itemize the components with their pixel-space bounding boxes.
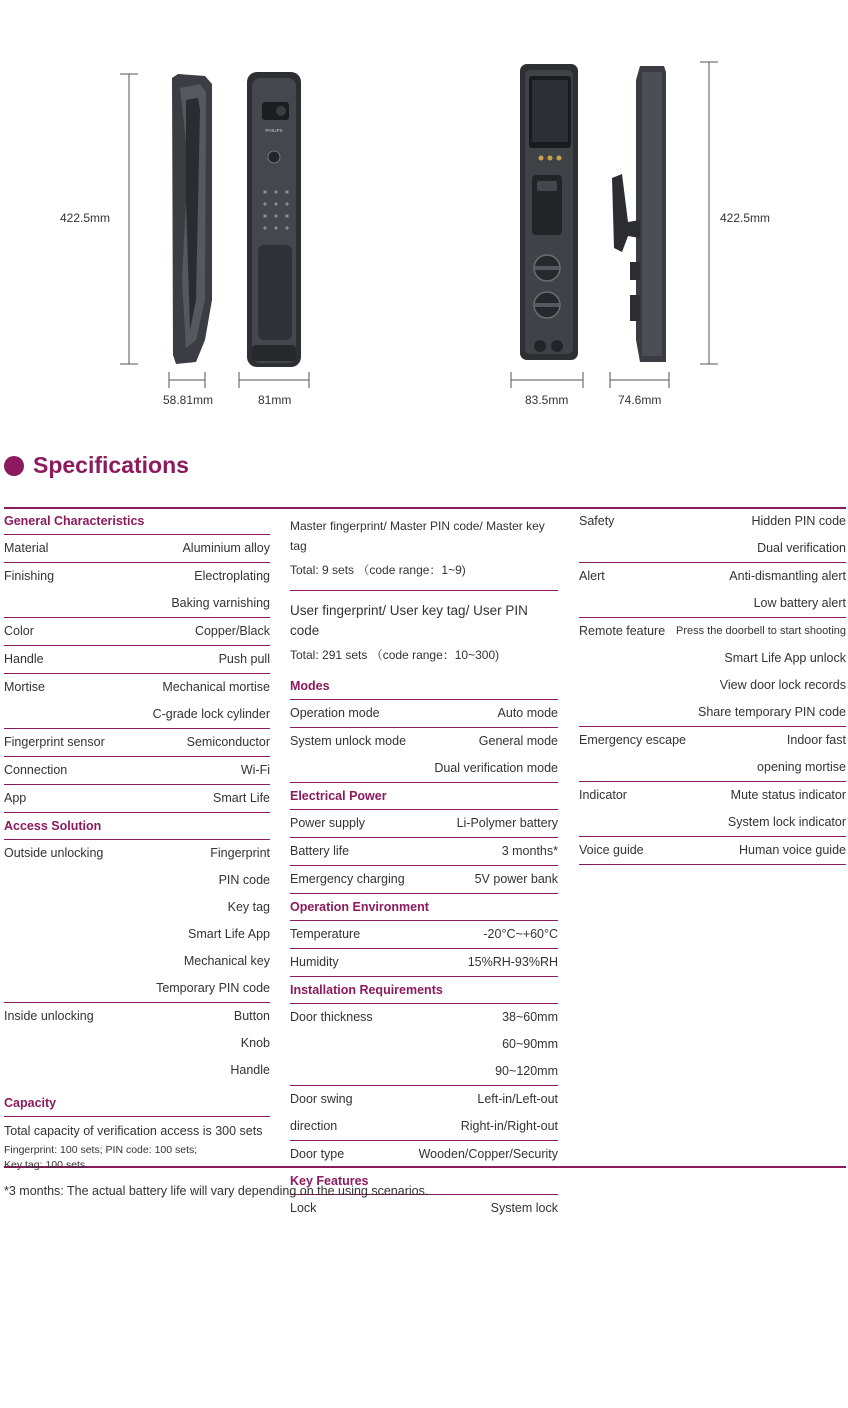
spec-line xyxy=(290,1031,558,1058)
spec-label: Safety xyxy=(579,514,615,528)
left-height-dimension xyxy=(120,74,138,364)
dimension-label-front-width: 81mm xyxy=(258,393,292,407)
spec-value: View door lock records xyxy=(719,678,846,692)
spec-label: App xyxy=(4,791,27,805)
spec-row xyxy=(4,535,270,563)
spec-line xyxy=(290,838,558,865)
spec-value: Li-Polymer battery xyxy=(456,816,558,830)
spec-value: Electroplating xyxy=(194,569,270,583)
spec-value: System lock xyxy=(490,1201,558,1215)
spec-line xyxy=(4,894,270,921)
spec-label: Door swing xyxy=(290,1092,353,1106)
section-title: Modes xyxy=(290,673,558,700)
spec-line xyxy=(579,754,846,781)
spec-line xyxy=(4,535,270,562)
spec-row xyxy=(290,866,558,894)
spec-value: -20°C~+60°C xyxy=(483,927,558,941)
features-rows xyxy=(579,508,846,865)
spec-row xyxy=(579,727,846,782)
spec-row xyxy=(4,1003,270,1084)
section-title: Installation Requirements xyxy=(290,977,558,1004)
spec-value: Button xyxy=(233,1009,270,1023)
spec-label: Material xyxy=(4,541,49,555)
spec-row xyxy=(290,1141,558,1168)
spec-value: Baking varnishing xyxy=(171,596,270,610)
spec-row xyxy=(290,1113,558,1141)
spec-line xyxy=(579,535,846,562)
spec-value: Fingerprint xyxy=(210,846,270,860)
lock-side-view-left xyxy=(172,74,212,364)
spec-label: Handle xyxy=(4,652,44,666)
capacity-detail: Fingerprint: 100 sets; PIN code: 100 sets; xyxy=(4,1144,198,1156)
spec-line xyxy=(290,1004,558,1031)
spec-label: Voice guide xyxy=(579,843,644,857)
user-credentials-line: User fingerprint/ User key tag/ User PIN code xyxy=(290,603,528,638)
spec-row xyxy=(4,757,270,785)
spec-label: Lock xyxy=(290,1201,317,1215)
spec-value: 60~90mm xyxy=(502,1037,558,1051)
spec-label: direction xyxy=(290,1119,338,1133)
spec-value: Dual verification xyxy=(757,541,846,555)
dimension-label-back-width: 83.5mm xyxy=(525,393,569,407)
spec-value: 5V power bank xyxy=(474,872,558,886)
bullet-dot-icon xyxy=(4,456,24,476)
spec-label: Emergency charging xyxy=(290,872,405,886)
spec-line xyxy=(579,809,846,836)
spec-label: Indicator xyxy=(579,788,627,802)
spec-label: Emergency escape xyxy=(579,733,687,747)
spec-value: Smart Life App unlock xyxy=(724,651,846,665)
spec-line xyxy=(4,1003,270,1030)
spec-row xyxy=(4,563,270,618)
spec-line xyxy=(579,672,846,699)
spec-row xyxy=(4,674,270,729)
capacity-total: Total capacity of verification access is 300 sets xyxy=(4,1124,263,1138)
spec-row xyxy=(579,618,846,727)
spec-line xyxy=(579,782,846,809)
master-credentials-total: Total: 9 sets （code range：1~9) xyxy=(290,563,466,577)
spec-line xyxy=(579,618,846,645)
access-solution-rows xyxy=(4,840,270,1084)
capacity-detail: Key tag: 100 sets. xyxy=(4,1159,89,1171)
spec-line xyxy=(290,700,558,727)
master-credentials-line: Master fingerprint/ Master PIN code/ Master key tag xyxy=(290,519,545,553)
spec-line xyxy=(4,921,270,948)
spec-value: opening mortise xyxy=(757,760,846,774)
spec-line xyxy=(290,728,558,755)
section-title: Electrical Power xyxy=(290,783,558,810)
spec-row xyxy=(290,1086,558,1113)
electrical-power-rows xyxy=(290,810,558,894)
dimension-label-left-height: 422.5mm xyxy=(60,211,111,225)
spec-value: Press the doorbell to start shooting xyxy=(676,625,846,637)
spec-value: C-grade lock cylinder xyxy=(152,707,270,721)
spec-row xyxy=(290,810,558,838)
spec-line xyxy=(290,1113,558,1140)
spec-value: 38~60mm xyxy=(502,1010,558,1024)
spec-value: Smart Life xyxy=(213,791,270,805)
spec-line xyxy=(579,508,846,535)
spec-column-1 xyxy=(4,508,270,1173)
spec-line xyxy=(4,948,270,975)
battery-footnote: *3 months: The actual battery life will vary depending on the using scenarios. xyxy=(4,1184,429,1198)
master-credentials xyxy=(290,508,558,591)
spec-row xyxy=(579,508,846,563)
spec-value: Share temporary PIN code xyxy=(698,705,846,719)
spec-label: Operation mode xyxy=(290,706,380,720)
spec-row xyxy=(290,700,558,728)
spec-value: Copper/Black xyxy=(194,624,270,638)
spec-label: Fingerprint sensor xyxy=(4,735,105,749)
section-title: Key Features xyxy=(290,1168,558,1195)
modes-rows xyxy=(290,700,558,783)
spec-value: 90~120mm xyxy=(495,1064,558,1078)
spec-label: Outside unlocking xyxy=(4,846,104,860)
lock-side-view-right xyxy=(612,66,666,362)
spec-line xyxy=(4,674,270,701)
spec-line xyxy=(4,975,270,1002)
spec-row xyxy=(579,782,846,837)
spec-line xyxy=(290,921,558,948)
spec-value: 3 months* xyxy=(501,844,558,858)
spec-label: Inside unlocking xyxy=(4,1009,94,1023)
brand-mark: PHILIPS xyxy=(265,128,283,133)
spec-value: Mechanical mortise xyxy=(162,680,270,694)
spec-label: Remote feature xyxy=(579,624,666,638)
spec-line xyxy=(290,949,558,976)
spec-value: Dual verification mode xyxy=(434,761,558,775)
section-title: Access Solution xyxy=(4,813,270,840)
spec-label: Door type xyxy=(290,1147,345,1161)
spec-value: Anti-dismantling alert xyxy=(729,569,846,583)
spec-line xyxy=(290,1195,558,1222)
spec-value: Knob xyxy=(240,1036,270,1050)
spec-line xyxy=(290,1058,558,1085)
spec-value: Right-in/Right-out xyxy=(460,1119,558,1133)
spec-line xyxy=(4,563,270,590)
spec-row xyxy=(4,729,270,757)
spec-value: Temporary PIN code xyxy=(156,981,270,995)
spec-value: Aluminium alloy xyxy=(182,541,270,555)
lock-back-view xyxy=(520,64,578,360)
spec-label: Battery life xyxy=(290,844,350,858)
spec-column-2 xyxy=(290,508,558,1222)
user-credentials-total: Total: 291 sets （code range：10~300) xyxy=(290,648,500,662)
spec-line xyxy=(579,727,846,754)
installation-rows xyxy=(290,1004,558,1168)
capacity-block xyxy=(4,1117,270,1173)
spec-label: Alert xyxy=(579,569,605,583)
user-credentials xyxy=(290,591,558,673)
spec-line xyxy=(290,1086,558,1113)
spec-value: Low battery alert xyxy=(753,596,846,610)
operation-environment-rows xyxy=(290,921,558,977)
section-title: Capacity xyxy=(4,1090,270,1117)
key-features-rows xyxy=(290,1195,558,1222)
spec-line xyxy=(579,563,846,590)
right-height-dimension xyxy=(700,62,718,364)
spec-label: System unlock mode xyxy=(290,734,407,748)
spec-value: Smart Life App xyxy=(188,927,270,941)
spec-line xyxy=(4,867,270,894)
spec-row xyxy=(290,1195,558,1222)
left-width-dimensions xyxy=(169,372,309,388)
specifications-title: Specifications xyxy=(33,452,189,478)
spec-value: Semiconductor xyxy=(186,735,270,749)
spec-line xyxy=(579,590,846,617)
spec-row xyxy=(4,646,270,674)
spec-label: Door thickness xyxy=(290,1010,373,1024)
spec-line xyxy=(4,646,270,673)
spec-line xyxy=(579,699,846,726)
specifications-heading xyxy=(4,452,189,479)
spec-label: Connection xyxy=(4,763,68,777)
spec-line xyxy=(4,757,270,784)
general-characteristics-rows xyxy=(4,535,270,813)
dimension-label-side-depth-right: 74.6mm xyxy=(618,393,662,407)
spec-value: Left-in/Left-out xyxy=(477,1092,558,1106)
spec-value: 15%RH-93%RH xyxy=(467,955,558,969)
spec-line xyxy=(4,785,270,812)
section-title: Operation Environment xyxy=(290,894,558,921)
spec-label: Finishing xyxy=(4,569,55,583)
right-width-dimensions xyxy=(511,372,669,388)
spec-row xyxy=(290,949,558,977)
spec-row xyxy=(4,618,270,646)
spec-label: Color xyxy=(4,624,34,638)
lock-front-view xyxy=(247,72,301,367)
spec-column-3 xyxy=(579,508,846,865)
spec-row xyxy=(290,838,558,866)
spec-line xyxy=(290,1141,558,1168)
spec-line xyxy=(290,755,558,782)
dimension-label-right-height: 422.5mm xyxy=(720,211,771,225)
spec-value: Handle xyxy=(230,1063,270,1077)
spec-line xyxy=(4,840,270,867)
spec-value: Human voice guide xyxy=(738,843,846,857)
spec-line xyxy=(4,1030,270,1057)
spec-row xyxy=(4,785,270,813)
spec-label: Temperature xyxy=(290,927,361,941)
spec-line xyxy=(579,837,846,864)
spec-value: Hidden PIN code xyxy=(751,514,846,528)
spec-value: Wi-Fi xyxy=(240,763,270,777)
spec-line xyxy=(4,1057,270,1084)
spec-row xyxy=(579,563,846,618)
spec-value: Wooden/Copper/Security xyxy=(418,1147,558,1161)
spec-value: Indoor fast xyxy=(786,733,846,747)
spec-label: Humidity xyxy=(290,955,339,969)
spec-value: Key tag xyxy=(227,900,270,914)
spec-row xyxy=(290,1004,558,1086)
spec-value: Mechanical key xyxy=(183,954,270,968)
spec-line xyxy=(4,701,270,728)
spec-value: Push pull xyxy=(218,652,270,666)
spec-value: System lock indicator xyxy=(727,815,846,829)
spec-line xyxy=(4,729,270,756)
spec-value: General mode xyxy=(478,734,558,748)
spec-value: Mute status indicator xyxy=(730,788,846,802)
spec-line xyxy=(290,810,558,837)
spec-row xyxy=(4,840,270,1003)
spec-value: PIN code xyxy=(218,873,270,887)
spec-label: Power supply xyxy=(290,816,366,830)
spec-label: Mortise xyxy=(4,680,45,694)
spec-value: Auto mode xyxy=(497,706,558,720)
dimension-label-side-depth-left: 58.81mm xyxy=(163,393,214,407)
spec-row xyxy=(290,728,558,783)
spec-line xyxy=(579,645,846,672)
spec-row xyxy=(290,921,558,949)
spec-line xyxy=(290,866,558,893)
spec-row xyxy=(579,837,846,865)
section-title: General Characteristics xyxy=(4,508,270,535)
spec-line xyxy=(4,618,270,645)
spec-line xyxy=(4,590,270,617)
